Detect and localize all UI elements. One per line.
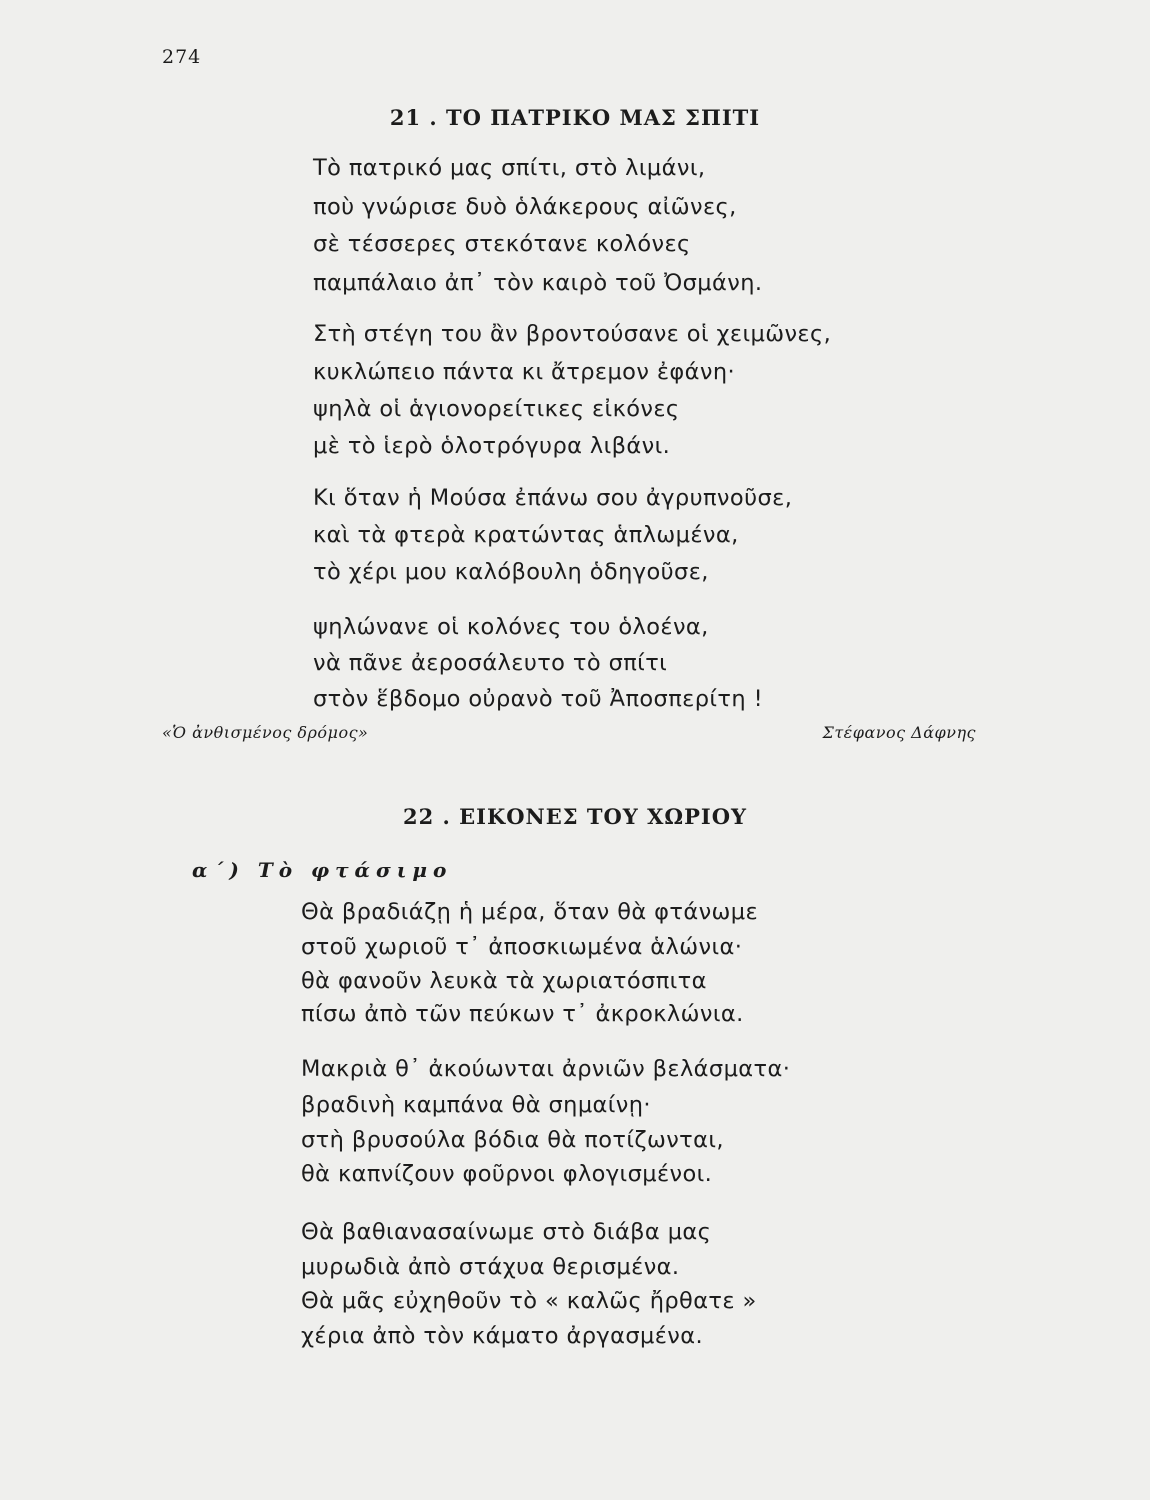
poem-line: θὰ φανοῦν λευκὰ τὰ χωριατόσπιτα — [301, 968, 707, 994]
poem-line: θὰ καπνίζουν φοῦρνοι φλογισμένοι. — [301, 1161, 713, 1187]
poem-line: ψηλώνανε οἱ κολόνες του ὁλοένα, — [313, 614, 709, 640]
poem-line: ψηλὰ οἱ ἁγιονορείτικες εἰκόνες — [313, 396, 680, 422]
poem-line: στοῦ χωριοῦ τ᾿ ἀποσκιωμένα ἁλώνια· — [301, 934, 743, 960]
poem-source: «Ὁ ἀνθισμένος δρόμος» — [162, 723, 369, 742]
poem-line: ποὺ γνώρισε δυὸ ὁλάκερους αἰῶνες, — [313, 194, 737, 220]
poem-line: βραδινὴ καμπάνα θὰ σημαίνῃ· — [301, 1092, 651, 1118]
poem-line: τὸ χέρι μου καλόβουλη ὁδηγοῦσε, — [313, 559, 709, 585]
poem-title: 21 . ΤΟ ΠΑΤΡΙΚΟ ΜΑΣ ΣΠΙΤΙ — [389, 105, 761, 130]
poem-line: παμπάλαιο ἀπ᾿ τὸν καιρὸ τοῦ Ὀσμάνη. — [313, 270, 763, 296]
poem-line: σὲ τέσσερες στεκότανε κολόνες — [313, 231, 691, 257]
poem-line: χέρια ἀπὸ τὸν κάματο ἀργασμένα. — [301, 1323, 704, 1349]
page-number: 274 — [162, 46, 202, 68]
poem-line: μὲ τὸ ἱερὸ ὁλοτρόγυρα λιβάνι. — [313, 433, 671, 459]
poem-line: καὶ τὰ φτερὰ κρατώντας ἁπλωμένα, — [313, 522, 739, 548]
poem-line: Στὴ στέγη του ἂν βροντούσανε οἱ χειμῶνες, — [313, 321, 832, 347]
poem-subtitle: α΄) Τὸ φτάσιμο — [192, 858, 453, 882]
poem-author: Στέφανος Δάφνης — [822, 723, 976, 742]
poem-line: στὴ βρυσούλα βόδια θὰ ποτίζωνται, — [301, 1127, 724, 1153]
poem-line: Κι ὅταν ἡ Μούσα ἐπάνω σου ἀγρυπνοῦσε, — [313, 485, 793, 511]
poem-line: πίσω ἀπὸ τῶν πεύκων τ᾿ ἀκροκλώνια. — [301, 1001, 744, 1027]
poem-title: 22 . ΕΙΚΟΝΕΣ ΤΟΥ ΧΩΡΙΟΥ — [403, 804, 747, 829]
poem-line: Θὰ μᾶς εὐχηθοῦν τὸ « καλῶς ἤρθατε » — [301, 1288, 757, 1314]
poem-line: μυρωδιὰ ἀπὸ στάχυα θερισμένα. — [301, 1254, 680, 1280]
poem-line: Θὰ βραδιάζῃ ἡ μέρα, ὅταν θὰ φτάνωμε — [301, 899, 759, 925]
poem-line: Θὰ βαθιανασαίνωμε στὸ διάβα μας — [301, 1219, 712, 1245]
poem-line: Τὸ πατρικό μας σπίτι, στὸ λιμάνι, — [313, 155, 706, 181]
poem-line: στὸν ἕβδομο οὐρανὸ τοῦ Ἀποσπερίτη ! — [313, 686, 763, 712]
poem-line: νὰ πᾶνε ἀεροσάλευτο τὸ σπίτι — [313, 650, 668, 676]
poem-line: κυκλώπειο πάντα κι ἄτρεμον ἐφάνη· — [313, 359, 736, 385]
poem-line: Μακριὰ θ᾿ ἀκούωνται ἀρνιῶν βελάσματα· — [301, 1056, 791, 1082]
